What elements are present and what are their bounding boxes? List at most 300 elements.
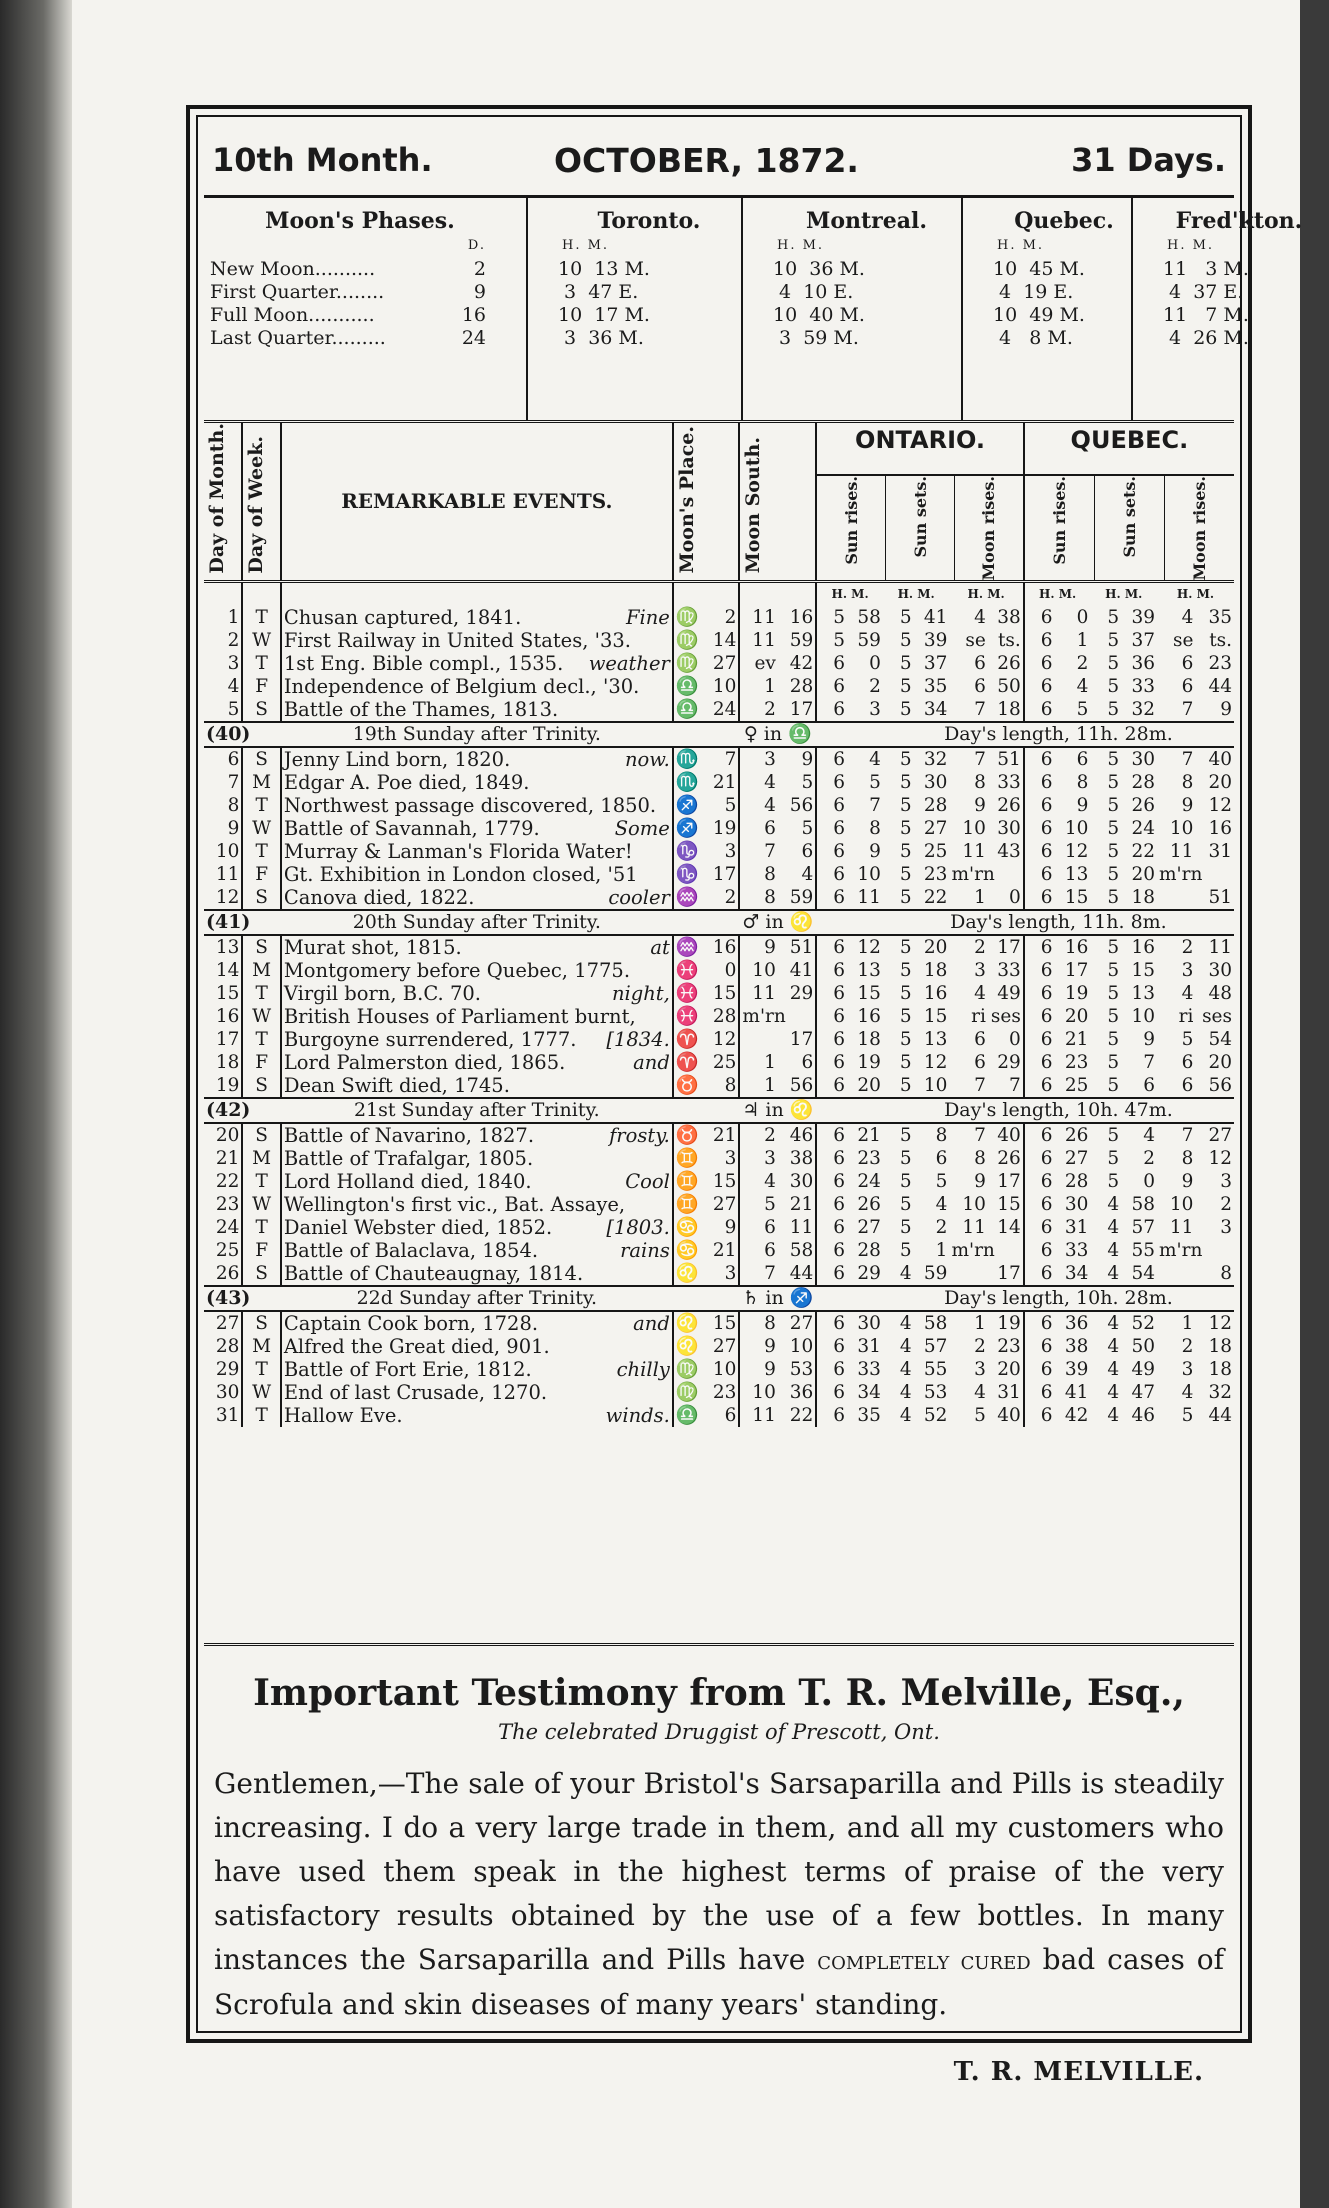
- qc-sun-rises: Sun rises.: [1049, 475, 1069, 565]
- phase-name: First Quarter........: [210, 281, 385, 303]
- table-row: [204, 959, 1234, 982]
- cell-10: 5: [899, 606, 912, 628]
- day-of-week: F: [242, 1051, 280, 1074]
- phase-time: 4 26 M.: [1163, 327, 1249, 349]
- hm-subheader: H. M.: [897, 586, 935, 601]
- cell-9: 28: [857, 1239, 881, 1261]
- cell-11: 52: [923, 1404, 948, 1426]
- day-of-week: F: [242, 675, 280, 698]
- cell-4: ♓: [673, 982, 701, 1005]
- cell-5: 21: [712, 771, 737, 793]
- cell-12: 10: [962, 1193, 986, 1215]
- sunday-row: [204, 722, 1234, 747]
- cell-5: 2: [724, 606, 737, 628]
- cell-4: ♍: [673, 1381, 701, 1404]
- day-of-week: M: [242, 1335, 280, 1358]
- cell-4: ♎: [673, 1404, 701, 1427]
- week-number: (42): [204, 1098, 281, 1123]
- cell-11: 35: [923, 675, 948, 697]
- cell-8: 6: [816, 1147, 847, 1170]
- cell-19: 27: [1208, 1124, 1232, 1146]
- cell-5: 24: [712, 698, 737, 720]
- cell-12: 4: [974, 982, 986, 1004]
- day-of-week: T: [242, 1216, 280, 1239]
- cell-8: 6: [816, 675, 847, 698]
- cell-7: 28: [789, 675, 814, 697]
- day-of-month: 31: [215, 1404, 240, 1426]
- cell-4: ♍: [673, 629, 701, 652]
- weather-note: winds.: [605, 1403, 670, 1427]
- table-row: [204, 747, 1234, 771]
- day-of-week: T: [242, 840, 280, 863]
- cell-5: 12: [712, 1028, 737, 1050]
- page-title: OCTOBER, 1872.: [554, 141, 859, 180]
- cell-16: 5: [1107, 1124, 1120, 1146]
- event-cell: [281, 1123, 673, 1147]
- cell-14: 6: [1024, 652, 1055, 675]
- cell-13: 29: [997, 1051, 1021, 1073]
- table-row: [204, 1216, 1234, 1239]
- cell-10: 5: [899, 886, 912, 908]
- event-text: Dean Swift died, 1745.: [283, 1073, 510, 1097]
- cell-4: ♌: [673, 1311, 701, 1335]
- weather-note: chilly: [616, 1357, 670, 1381]
- cell-18: 3: [1181, 1358, 1194, 1380]
- cell-18: 6: [1181, 1074, 1194, 1096]
- cell-19: 51: [1208, 886, 1232, 908]
- cell-15: 13: [1064, 863, 1089, 885]
- cell-18: 6: [1181, 675, 1194, 697]
- event-text: Lord Palmerston died, 1865.: [283, 1050, 566, 1074]
- cell-18: m'rn: [1159, 1239, 1203, 1261]
- cell-18: 9: [1181, 1170, 1194, 1192]
- phase-time: 10 45 M.: [993, 258, 1085, 280]
- cell-9: 4: [869, 748, 881, 770]
- cell-7: 42: [789, 652, 814, 674]
- cell-15: 15: [1064, 886, 1089, 908]
- cell-6: 6: [739, 1239, 777, 1262]
- cell-14: 6: [1024, 886, 1055, 910]
- city-2: [979, 198, 1149, 420]
- month-header: [204, 123, 1234, 198]
- sunday-title: 20th Sunday after Trinity.: [281, 910, 673, 935]
- day-of-month: 20: [215, 1124, 240, 1146]
- table-row: [204, 1381, 1234, 1404]
- phase-day: 16: [461, 304, 486, 326]
- event-text: Battle of Fort Erie, 1812.: [283, 1357, 532, 1381]
- cell-4: ♍: [673, 606, 701, 629]
- cell-10: 5: [899, 794, 912, 816]
- event-text: British Houses of Parliament burnt,: [283, 1004, 636, 1028]
- cell-16: 5: [1107, 698, 1120, 720]
- planet-position: ♀ in ♎: [673, 722, 883, 747]
- cell-9: 16: [857, 1005, 881, 1027]
- cell-13: 31: [997, 1381, 1021, 1403]
- cell-16: 5: [1107, 771, 1120, 793]
- cell-13: 20: [997, 1358, 1021, 1380]
- event-cell: [281, 1051, 673, 1074]
- cell-8: 6: [816, 1123, 847, 1147]
- cell-16: 5: [1107, 1028, 1120, 1050]
- phase-name: Full Moon...........: [210, 304, 375, 326]
- event-cell: [281, 698, 673, 722]
- weather-note: and: [633, 1311, 670, 1335]
- cell-16: 5: [1107, 675, 1120, 697]
- event-cell: [281, 1216, 673, 1239]
- cell-8: 6: [816, 1170, 847, 1193]
- cell-16: 5: [1107, 1051, 1120, 1073]
- cell-17: 9: [1143, 1028, 1155, 1050]
- cell-15: 38: [1064, 1335, 1089, 1357]
- cell-18: 8: [1181, 771, 1194, 793]
- cell-11: 55: [923, 1358, 948, 1380]
- cell-14: 6: [1024, 771, 1055, 794]
- cell-10: 5: [899, 652, 912, 674]
- cell-15: 34: [1064, 1262, 1089, 1284]
- cell-18: 9: [1181, 794, 1194, 816]
- cell-7: 5: [801, 817, 814, 839]
- cell-9: 5: [869, 771, 881, 793]
- cell-6: 5: [739, 1193, 777, 1216]
- event-cell: [281, 675, 673, 698]
- cell-17: 28: [1131, 771, 1155, 793]
- hm-label: H. M.: [997, 238, 1045, 253]
- hm-label: H. M.: [562, 238, 610, 253]
- cell-19: 12: [1208, 1147, 1232, 1169]
- cell-6: 6: [739, 817, 777, 840]
- cell-17: 46: [1131, 1404, 1155, 1426]
- cell-15: 19: [1064, 982, 1089, 1004]
- cell-6: 4: [739, 771, 777, 794]
- cell-14: 6: [1024, 1074, 1055, 1098]
- table-row: [204, 1358, 1234, 1381]
- table-row: [204, 1335, 1234, 1358]
- cell-19: 11: [1208, 936, 1232, 958]
- cell-16: 5: [1107, 936, 1120, 958]
- day-of-month: 11: [215, 863, 240, 885]
- cell-7: 17: [789, 1028, 814, 1050]
- moon-phases-section: [204, 198, 1303, 423]
- table-row: [204, 1028, 1234, 1051]
- cell-6: 7: [739, 1262, 777, 1286]
- cell-13: 49: [997, 982, 1021, 1004]
- cell-10: 5: [899, 771, 912, 793]
- event-text: Battle of Trafalgar, 1805.: [283, 1146, 534, 1170]
- cell-10: 5: [899, 1147, 912, 1169]
- phase-time: 4 10 E.: [773, 281, 854, 303]
- cell-5: 16: [712, 936, 737, 958]
- cell-8: 6: [816, 886, 847, 910]
- cell-7: 44: [789, 1262, 814, 1284]
- cell-17: 52: [1131, 1312, 1155, 1334]
- cell-10: 5: [899, 982, 912, 1004]
- cell-16: 4: [1107, 1193, 1120, 1215]
- cell-8: 6: [816, 959, 847, 982]
- cell-14: 6: [1024, 629, 1055, 652]
- calendar-table: [204, 423, 1234, 1427]
- cell-6: ev: [739, 652, 777, 675]
- cell-13: 26: [997, 794, 1021, 816]
- event-text: Chusan captured, 1841.: [283, 605, 522, 629]
- cell-9: 21: [857, 1124, 881, 1146]
- cell-10: 4: [899, 1335, 912, 1357]
- cell-9: 58: [857, 606, 881, 628]
- phase-day: 24: [461, 327, 486, 349]
- table-row: [204, 629, 1234, 652]
- cell-8: 6: [816, 794, 847, 817]
- ad-subtitle: The celebrated Druggist of Prescott, Ont.: [498, 1720, 940, 1744]
- cell-12: 5: [974, 1404, 986, 1426]
- cell-12: m'rn: [951, 863, 995, 885]
- cell-19: 2: [1220, 1193, 1232, 1215]
- weather-note: now.: [624, 747, 670, 771]
- planet-position: ♃ in ♌: [673, 1098, 883, 1123]
- cell-17: 32: [1131, 698, 1155, 720]
- cell-4: ♏: [673, 747, 701, 771]
- event-text: Hallow Eve.: [283, 1403, 403, 1427]
- cell-15: 31: [1064, 1216, 1089, 1238]
- day-of-month: 22: [215, 1170, 240, 1192]
- week-number: (40): [204, 722, 281, 747]
- cell-17: 20: [1131, 863, 1155, 885]
- cell-12: ri: [971, 1005, 986, 1027]
- cell-12: 9: [974, 1170, 986, 1192]
- on-moon-rises: Moon rises.: [979, 475, 999, 581]
- cell-17: 47: [1131, 1381, 1155, 1403]
- cell-14: 6: [1024, 1404, 1055, 1427]
- ad-body: [214, 1762, 1224, 2027]
- day-of-week: T: [242, 1404, 280, 1427]
- cell-6: 4: [739, 794, 777, 817]
- cell-10: 5: [899, 1239, 912, 1261]
- cell-17: 4: [1143, 1124, 1155, 1146]
- cell-13: 19: [997, 1312, 1021, 1334]
- event-cell: [281, 1262, 673, 1286]
- cell-6: 2: [739, 1123, 777, 1147]
- cell-16: 4: [1107, 1381, 1120, 1403]
- cell-15: 23: [1064, 1051, 1089, 1073]
- cell-11: 22: [923, 886, 948, 908]
- book-edge: [0, 0, 72, 2208]
- cell-4: ♌: [673, 1262, 701, 1286]
- cell-6: 9: [739, 935, 777, 959]
- cell-13: 7: [1009, 1074, 1021, 1096]
- cell-11: 16: [923, 982, 948, 1004]
- cell-4: ♉: [673, 1123, 701, 1147]
- event-cell: [281, 1147, 673, 1170]
- day-of-week: S: [242, 935, 280, 959]
- cell-8: 6: [816, 1404, 847, 1427]
- event-text: Battle of Savannah, 1779.: [283, 816, 540, 840]
- cell-19: 56: [1208, 1074, 1232, 1096]
- event-cell: [281, 1404, 673, 1427]
- cell-4: ♊: [673, 1170, 701, 1193]
- cell-11: 39: [923, 629, 948, 651]
- event-text: Captain Cook born, 1728.: [283, 1311, 539, 1335]
- cell-19: 44: [1208, 675, 1232, 697]
- cell-11: 27: [923, 817, 948, 839]
- day-of-week: T: [242, 794, 280, 817]
- cell-11: 5: [935, 1170, 948, 1192]
- table-row: [204, 935, 1234, 959]
- cell-12: 7: [974, 1074, 986, 1096]
- cell-6: 9: [739, 1358, 777, 1381]
- sunday-title: 21st Sunday after Trinity.: [281, 1098, 673, 1123]
- cell-19: 3: [1220, 1216, 1232, 1238]
- cell-13: 0: [1009, 1028, 1021, 1050]
- cell-15: 4: [1076, 675, 1089, 697]
- cell-10: 5: [899, 698, 912, 720]
- cell-10: 5: [899, 1028, 912, 1050]
- cell-5: 9: [724, 1216, 737, 1238]
- cell-15: 10: [1064, 817, 1089, 839]
- cell-18: 6: [1181, 1051, 1194, 1073]
- cell-11: 13: [923, 1028, 948, 1050]
- cell-7: 21: [789, 1193, 814, 1215]
- on-sun-sets: Sun sets.: [910, 475, 930, 558]
- ontario-heading: ONTARIO.: [855, 426, 986, 454]
- cell-7: 22: [789, 1404, 814, 1426]
- hm-label: H. M.: [1167, 238, 1215, 253]
- day-of-week: T: [242, 652, 280, 675]
- week-number: (41): [204, 910, 281, 935]
- cell-18: 8: [1181, 1147, 1194, 1169]
- event-text: Murat shot, 1815.: [283, 935, 462, 959]
- cell-19: 12: [1208, 794, 1232, 816]
- cell-11: 20: [923, 936, 948, 958]
- table-row: [204, 1239, 1234, 1262]
- weather-note: weather: [588, 651, 670, 675]
- phase-day: 2: [473, 258, 486, 280]
- cell-5: 14: [712, 629, 737, 651]
- cell-6: 1: [739, 1074, 777, 1098]
- cell-16: 4: [1107, 1216, 1120, 1238]
- cell-7: 6: [801, 840, 814, 862]
- cell-11: 37: [923, 652, 948, 674]
- cell-10: 4: [899, 1404, 912, 1426]
- table-row: [204, 794, 1234, 817]
- cell-8: 6: [816, 1311, 847, 1335]
- weather-note: Cool: [625, 1169, 670, 1193]
- cell-10: 4: [899, 1312, 912, 1334]
- cell-4: ♎: [673, 698, 701, 722]
- cell-6: 3: [739, 1147, 777, 1170]
- cell-9: 10: [857, 863, 881, 885]
- cell-8: 6: [816, 863, 847, 886]
- cell-4: ♌: [673, 1335, 701, 1358]
- cell-8: 6: [816, 1193, 847, 1216]
- phase-time: 10 40 M.: [773, 304, 865, 326]
- cell-9: 26: [857, 1193, 881, 1215]
- hm-subheader: H. M.: [1176, 586, 1215, 601]
- day-of-month: 4: [227, 675, 240, 697]
- qc-moon-rises: Moon rises.: [1189, 475, 1209, 581]
- phase-row: [210, 327, 510, 350]
- event-text: 1st Eng. Bible compl., 1535.: [283, 651, 564, 675]
- week-number: (43): [204, 1286, 281, 1311]
- cell-8: 6: [816, 1239, 847, 1262]
- cell-18: 7: [1181, 748, 1194, 770]
- cell-5: 27: [712, 1335, 737, 1357]
- cell-12: 3: [974, 959, 986, 981]
- cell-18: 11: [1169, 840, 1194, 862]
- cell-12: 6: [974, 1028, 986, 1050]
- cell-9: 30: [857, 1312, 881, 1334]
- quebec-heading: QUEBEC.: [1070, 426, 1189, 454]
- day-length: Day's length, 11h. 28m.: [883, 722, 1234, 747]
- cell-19: 18: [1208, 1358, 1232, 1380]
- day-of-month: 6: [227, 748, 240, 770]
- phase-row: [210, 258, 510, 281]
- phase-time: 11 7 M.: [1163, 304, 1249, 326]
- event-text: Virgil born, B.C. 70.: [283, 981, 481, 1005]
- cell-5: 19: [712, 817, 737, 839]
- cell-19: 20: [1208, 1051, 1232, 1073]
- hm-subheader: H. M.: [967, 586, 1005, 601]
- cell-5: 3: [724, 840, 737, 862]
- ad-signature: T. R. MELVILLE.: [953, 2057, 1204, 2087]
- cell-11: 2: [935, 1216, 948, 1238]
- cell-4: ♉: [673, 1074, 701, 1098]
- table-row: [204, 1311, 1234, 1335]
- phase-time: 11 3 M.: [1163, 258, 1249, 280]
- cell-4: ♋: [673, 1239, 701, 1262]
- cell-14: 6: [1024, 1358, 1055, 1381]
- day-of-week: T: [242, 1028, 280, 1051]
- cell-10: 5: [899, 1193, 912, 1215]
- cell-12: 1: [974, 886, 986, 908]
- cell-4: ♍: [673, 1358, 701, 1381]
- day-of-month: 5: [227, 698, 240, 720]
- day-of-week: T: [242, 606, 280, 629]
- cell-16: 5: [1107, 1147, 1120, 1169]
- cell-19: 12: [1208, 1312, 1232, 1334]
- d-label: D.: [467, 238, 486, 253]
- phase-time: 10 36 M.: [773, 258, 865, 280]
- cell-12: 10: [962, 817, 986, 839]
- cell-4: ♊: [673, 1147, 701, 1170]
- cell-15: 5: [1076, 698, 1089, 720]
- cell-17: 10: [1131, 1005, 1155, 1027]
- phase-row: [210, 304, 510, 327]
- day-of-month: 14: [215, 959, 240, 981]
- weather-note: [1834.: [606, 1027, 670, 1051]
- cell-17: 36: [1131, 652, 1155, 674]
- cell-6: 3: [739, 747, 777, 771]
- cell-18: 1: [1181, 1312, 1194, 1334]
- hm-subheader: H. M.: [1105, 586, 1143, 601]
- event-cell: [281, 1193, 673, 1216]
- cell-8: 5: [816, 629, 847, 652]
- table-row: [204, 652, 1234, 675]
- day-of-month: 29: [215, 1358, 240, 1380]
- cell-7: 59: [789, 629, 814, 651]
- cell-18: [1157, 886, 1195, 910]
- cell-10: 4: [899, 1381, 912, 1403]
- cell-10: 5: [899, 959, 912, 981]
- hm-subheader: H. M.: [1024, 581, 1091, 606]
- event-text: End of last Crusade, 1270.: [283, 1380, 548, 1404]
- day-of-week: W: [242, 1193, 280, 1216]
- cell-6: 10: [739, 959, 777, 982]
- event-text: Wellington's first vic., Bat. Assaye,: [283, 1192, 626, 1216]
- cell-14: 6: [1024, 959, 1055, 982]
- cell-7: 9: [801, 748, 814, 770]
- cell-13: 30: [997, 817, 1021, 839]
- cell-9: 8: [869, 817, 881, 839]
- cell-13: 15: [997, 1193, 1021, 1215]
- event-text: Independence of Belgium decl., '30.: [283, 674, 640, 698]
